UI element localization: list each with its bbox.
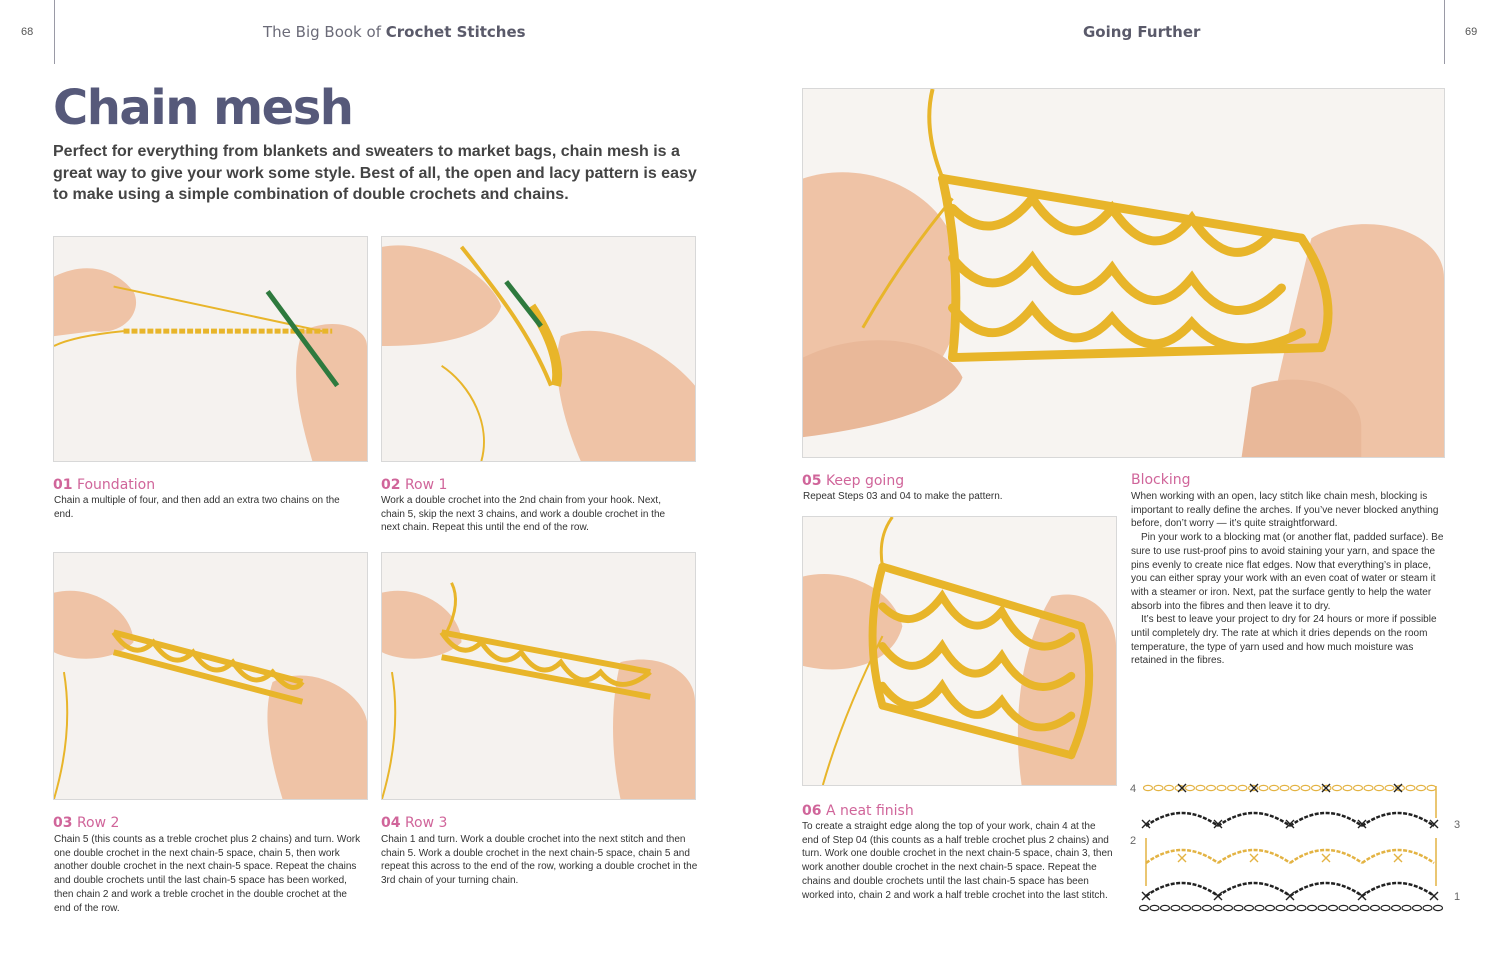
step-05-number: 05 xyxy=(802,473,822,489)
foundation-chain xyxy=(1245,905,1254,910)
photo-step-02 xyxy=(381,236,696,462)
step-02-number: 02 xyxy=(381,477,401,493)
photo-step-04 xyxy=(381,552,696,800)
row-4-chain xyxy=(1217,785,1226,790)
step-04-text: Chain 1 and turn. Work a double crochet into the next stitch and then chain 5. Work a double crochet in the next chain-5 space, chain 5 and repeat this across to the end of the row, working a double crochet in the 3rd chain of your turning chain. xyxy=(381,834,698,887)
row-4-chain xyxy=(1165,785,1174,790)
row-2-arch xyxy=(1218,850,1290,863)
foundation-chain xyxy=(1402,905,1411,910)
foundation-chain xyxy=(1287,905,1296,910)
foundation-chain xyxy=(1413,905,1422,910)
row-1-stitch xyxy=(1214,892,1222,900)
photo-step-06 xyxy=(802,516,1117,786)
row-1-stitch xyxy=(1142,892,1150,900)
step-03-title: Row 2 xyxy=(76,815,120,831)
step-04-title: Row 3 xyxy=(404,815,448,831)
foundation-chain xyxy=(1150,905,1159,910)
step-05-text: Repeat Steps 03 and 04 to make the pattern. xyxy=(803,491,1003,502)
row-4-chain xyxy=(1259,785,1268,790)
foundation-chain xyxy=(1213,905,1222,910)
step-03-heading xyxy=(53,814,119,832)
step-06-number: 06 xyxy=(802,803,822,819)
row-4-chain xyxy=(1186,785,1195,790)
header-rule-left xyxy=(54,0,55,64)
row-2-stitch xyxy=(1394,854,1402,862)
row-1-arch xyxy=(1290,883,1362,896)
row-4-chain xyxy=(1343,785,1352,790)
row-4-chain xyxy=(1301,785,1310,790)
step-04-number: 04 xyxy=(381,815,401,831)
foundation-chain xyxy=(1360,905,1369,910)
foundation-chain xyxy=(1329,905,1338,910)
foundation-chain xyxy=(1234,905,1243,910)
row-3-arch xyxy=(1146,813,1218,826)
row-4-chain xyxy=(1144,785,1153,790)
foundation-chain xyxy=(1350,905,1359,910)
foundation-chain xyxy=(1423,905,1432,910)
row-1-stitch xyxy=(1430,892,1438,900)
step-05-title: Keep going xyxy=(825,473,905,489)
blocking-paragraph-1: When working with an open, lacy stitch like chain mesh, blocking is important to really define the arches. If you’ve never blocked anything before, don’t worry — it’s quite straightforward. xyxy=(1131,491,1439,530)
step-01-text: Chain a multiple of four, and then add an extra two chains on the end. xyxy=(54,495,340,520)
foundation-chain xyxy=(1182,905,1191,910)
row-2-stitch xyxy=(1178,854,1186,862)
row-4-chain xyxy=(1427,785,1436,790)
row-4-chain xyxy=(1270,785,1279,790)
row-1-stitch xyxy=(1286,892,1294,900)
row-4-chain xyxy=(1312,785,1321,790)
row-2-arch xyxy=(1146,850,1218,863)
foundation-chain xyxy=(1161,905,1170,910)
book-title xyxy=(263,23,526,41)
row-1-stitch xyxy=(1358,892,1366,900)
page-number-left: 68 xyxy=(21,26,34,38)
book-title-bold: Crochet Stitches xyxy=(385,23,526,41)
chapter-title: Going Further xyxy=(1083,23,1201,41)
foundation-chain xyxy=(1171,905,1180,910)
blocking-paragraph-2: Pin your work to a blocking mat (or another flat, padded surface). Be sure to use rust-proof pins to avoid staining your yarn, and space the pins evenly to create nice flat edges. Now that everything’s in place, you can either spray your work with an even coat of water or steam it with a steamer or iron. Next, pat the surface gently to help the water absorb into the fibres and then leave it to dry. xyxy=(1131,532,1444,612)
page-number-right: 69 xyxy=(1465,26,1478,38)
foundation-chain xyxy=(1192,905,1201,910)
foundation-chain xyxy=(1266,905,1275,910)
row-label: 4 xyxy=(1130,783,1137,795)
row-3-arch xyxy=(1362,813,1434,826)
foundation-chain xyxy=(1318,905,1327,910)
row-4-chain xyxy=(1333,785,1342,790)
step-03-text: Chain 5 (this counts as a treble crochet plus 2 chains) and turn. Work one double crochet in the next chain-5 space, chain 5, then work another double crochet in the next chain-5 space. Repeat the chains and double crochets until the last chain-5 space has been worked, then chain 2 and work a treble crochet in the double crochet at the end of the row. xyxy=(54,834,361,914)
foundation-chain xyxy=(1339,905,1348,910)
blocking-text xyxy=(1131,490,1449,668)
row-4-chain xyxy=(1280,785,1289,790)
blocking-paragraph-3: It’s best to leave your project to dry for 24 hours or more if possible until completely dry. The rate at which it dries depends on the room temperature, the type of yarn used and how much moisture was retained in the fibres. xyxy=(1131,614,1437,667)
photo-step-03 xyxy=(53,552,368,800)
foundation-chain xyxy=(1224,905,1233,910)
step-05-heading xyxy=(802,472,904,490)
row-2-arch xyxy=(1362,850,1434,863)
foundation-chain xyxy=(1434,905,1443,910)
foundation-chain xyxy=(1255,905,1264,910)
step-02-heading xyxy=(381,476,447,494)
step-02-text: Work a double crochet into the 2nd chain from your hook. Next, chain 5, skip the next 3 chains, and work a double crochet in the next chain. Repeat this until the end of the row. xyxy=(381,495,666,534)
row-4-chain xyxy=(1385,785,1394,790)
row-1-arch xyxy=(1362,883,1434,896)
row-4-chain xyxy=(1417,785,1426,790)
photo-hero xyxy=(802,88,1445,458)
row-2-stitch xyxy=(1322,854,1330,862)
step-04-heading xyxy=(381,814,447,832)
row-2-stitch xyxy=(1250,854,1258,862)
foundation-chain xyxy=(1308,905,1317,910)
row-4-chain xyxy=(1196,785,1205,790)
step-06-heading xyxy=(802,802,914,820)
header-rule-right xyxy=(1444,0,1445,64)
stitch-diagram xyxy=(1126,778,1466,918)
foundation-chain xyxy=(1203,905,1212,910)
row-2-arch xyxy=(1290,850,1362,863)
step-06-title: A neat finish xyxy=(825,803,914,819)
row-4-chain xyxy=(1375,785,1384,790)
row-4-chain xyxy=(1154,785,1163,790)
step-01-title: Foundation xyxy=(76,477,156,493)
row-1-arch xyxy=(1218,883,1290,896)
foundation-chain xyxy=(1140,905,1149,910)
step-03-number: 03 xyxy=(53,815,73,831)
step-01-heading xyxy=(53,476,155,494)
foundation-chain xyxy=(1371,905,1380,910)
row-4-chain xyxy=(1207,785,1216,790)
row-4-chain xyxy=(1406,785,1415,790)
foundation-chain xyxy=(1381,905,1390,910)
foundation-chain xyxy=(1297,905,1306,910)
intro-paragraph: Perfect for everything from blankets and sweaters to market bags, chain mesh is a great way to give your work some style. Best of all, the open and lacy pattern is easy to make using a simple combination of double crochets and chains. xyxy=(53,143,697,203)
row-1-arch xyxy=(1146,883,1218,896)
row-4-chain xyxy=(1291,785,1300,790)
row-3-arch xyxy=(1290,813,1362,826)
row-4-chain xyxy=(1354,785,1363,790)
row-3-arch xyxy=(1218,813,1290,826)
row-label: 1 xyxy=(1454,891,1461,903)
row-4-chain xyxy=(1228,785,1237,790)
photo-step-01 xyxy=(53,236,368,462)
step-02-title: Row 1 xyxy=(404,477,448,493)
step-01-number: 01 xyxy=(53,477,73,493)
row-4-chain xyxy=(1364,785,1373,790)
blocking-heading: Blocking xyxy=(1131,472,1191,488)
book-title-prefix: The Big Book of xyxy=(263,23,381,41)
row-4-chain xyxy=(1238,785,1247,790)
step-06-text: To create a straight edge along the top of your work, chain 4 at the end of Step 04 (this counts as a half treble crochet plus 2 chains) and turn. Work one double crochet in the next chain-5 space, chain 3, then work another double crochet in the next chain-5 space. Repeat the chains and double crochets until the last chain-5 space has been worked into, chain 2 and work a half treble crochet into the last stitch. xyxy=(802,821,1113,901)
page-title: Chain mesh xyxy=(53,80,353,136)
row-label: 3 xyxy=(1454,819,1461,831)
foundation-chain xyxy=(1276,905,1285,910)
row-label: 2 xyxy=(1130,835,1137,847)
foundation-chain xyxy=(1392,905,1401,910)
